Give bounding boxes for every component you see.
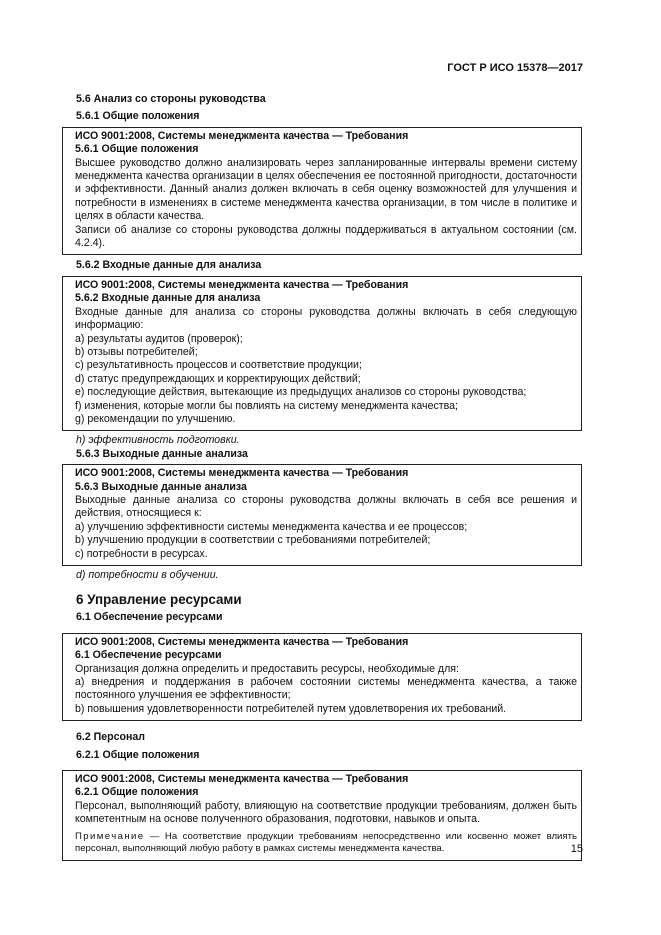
quote-paragraph: Высшее руководство должно анализировать через запланированные интервалы времени систему менеджмента качества организации в целях обеспечения ее постоянной пригодности, достаточности и эффективности. Данный анализ должен включать в себя оценку возможностей для улучшения и потребности в изменениях в системе менеджмента качества организации, в том числе в политике и целях в области качества.: [75, 156, 577, 223]
list-item: a) улучшению эффективности системы менеджмента качества и ее процессов;: [75, 520, 468, 533]
quote-box-5-6-2: [62, 276, 582, 431]
section-6-2-1-title: 6.2.1 Общие положения: [76, 748, 200, 761]
quote-box-5-6-1: [62, 127, 582, 256]
quote-subtitle: 5.6.1 Общие положения: [75, 143, 199, 156]
section-6-1-title: 6.1 Обеспечение ресурсами: [76, 611, 223, 624]
quote-paragraph: Входные данные для анализа со стороны руководства должны включать в себя следующую информацию:: [75, 305, 577, 332]
list-item: e) последующие действия, вытекающие из предыдущих анализов со стороны руководства;: [75, 386, 527, 399]
list-item: b) улучшению продукции в соответствии с требованиями потребителей;: [75, 534, 431, 547]
section-6-title: 6 Управление ресурсами: [76, 592, 242, 608]
section-5-6-2-title: 5.6.2 Входные данные для анализа: [76, 259, 262, 272]
quote-subtitle: 5.6.2 Входные данные для анализа: [75, 292, 261, 305]
section-5-6-title: 5.6 Анализ со стороны руководства: [76, 93, 266, 105]
added-list-item: d) потребности в обучении.: [76, 569, 219, 581]
main-content: [62, 93, 582, 861]
section-6-2-title: 6.2 Персонал: [76, 731, 146, 744]
quote-paragraph: Выходные данные анализа со стороны руководства должны включать в себя все решения и действия, относящиеся к:: [75, 493, 577, 520]
note-text: — На соответствие продукции требованиям непосредственно или косвенно может влиять персонал, выполняющий любую работу в рамках системы менеджмента качества.: [75, 830, 577, 855]
quote-subtitle: 5.6.3 Выходные данные анализа: [75, 480, 247, 493]
list-item: c) результативность процессов и соответствие продукции;: [75, 359, 362, 372]
standard-reference: ИСО 9001:2008, Системы менеджмента качества — Требования: [75, 773, 409, 786]
list-item: b) отзывы потребителей;: [75, 345, 198, 358]
standard-reference: ИСО 9001:2008, Системы менеджмента качества — Требования: [75, 129, 409, 142]
added-list-item: h) эффективность подготовки.: [76, 434, 240, 447]
list-item: d) статус предупреждающих и корректирующих действий;: [75, 372, 361, 385]
quote-paragraph: Организация должна определить и предоставить ресурсы, необходимые для:: [75, 662, 459, 675]
list-item: b) повышения удовлетворенности потребителей путем удовлетворения их требований.: [75, 702, 507, 715]
list-item: g) рекомендации по улучшению.: [75, 412, 236, 425]
standard-reference: ИСО 9001:2008, Системы менеджмента качества — Требования: [75, 467, 409, 480]
quote-box-6-1: [62, 633, 582, 721]
note-label: Примечание: [75, 830, 145, 842]
list-item: a) результаты аудитов (проверок);: [75, 332, 243, 345]
list-item: c) потребности в ресурсах.: [75, 547, 208, 560]
quote-box-6-2-1: [62, 770, 582, 860]
quote-paragraph: Персонал, выполняющий работу, влияющую на соответствие продукции требованиям, должен быть компетентным на основе полученного образования, подготовки, навыков и опыта.: [75, 799, 577, 826]
page-number: 15: [570, 843, 583, 855]
list-item: a) внедрения и поддержания в рабочем состоянии системы менеджмента качества, а также постоянного улучшения ее эффективности;: [75, 676, 577, 702]
quote-box-5-6-3: [62, 464, 582, 566]
list-item: f) изменения, которые могли бы повлиять на систему менеджмента качества;: [75, 399, 458, 412]
standard-reference: ИСО 9001:2008, Системы менеджмента качества — Требования: [75, 635, 409, 648]
section-5-6-1-title: 5.6.1 Общие положения: [76, 110, 200, 123]
quote-paragraph: Записи об анализе со стороны руководства должны поддерживаться в актуальном состоянии (см. 4.2.4).: [75, 223, 577, 250]
section-5-6-3-title: 5.6.3 Выходные данные анализа: [76, 447, 248, 460]
quote-subtitle: 6.1 Обеспечение ресурсами: [75, 649, 222, 662]
standard-reference: ИСО 9001:2008, Системы менеджмента качества — Требования: [75, 278, 409, 291]
quote-subtitle: 6.2.1 Общие положения: [75, 786, 199, 799]
document-header: ГОСТ Р ИСО 15378—2017: [447, 62, 583, 74]
note: [75, 831, 577, 856]
